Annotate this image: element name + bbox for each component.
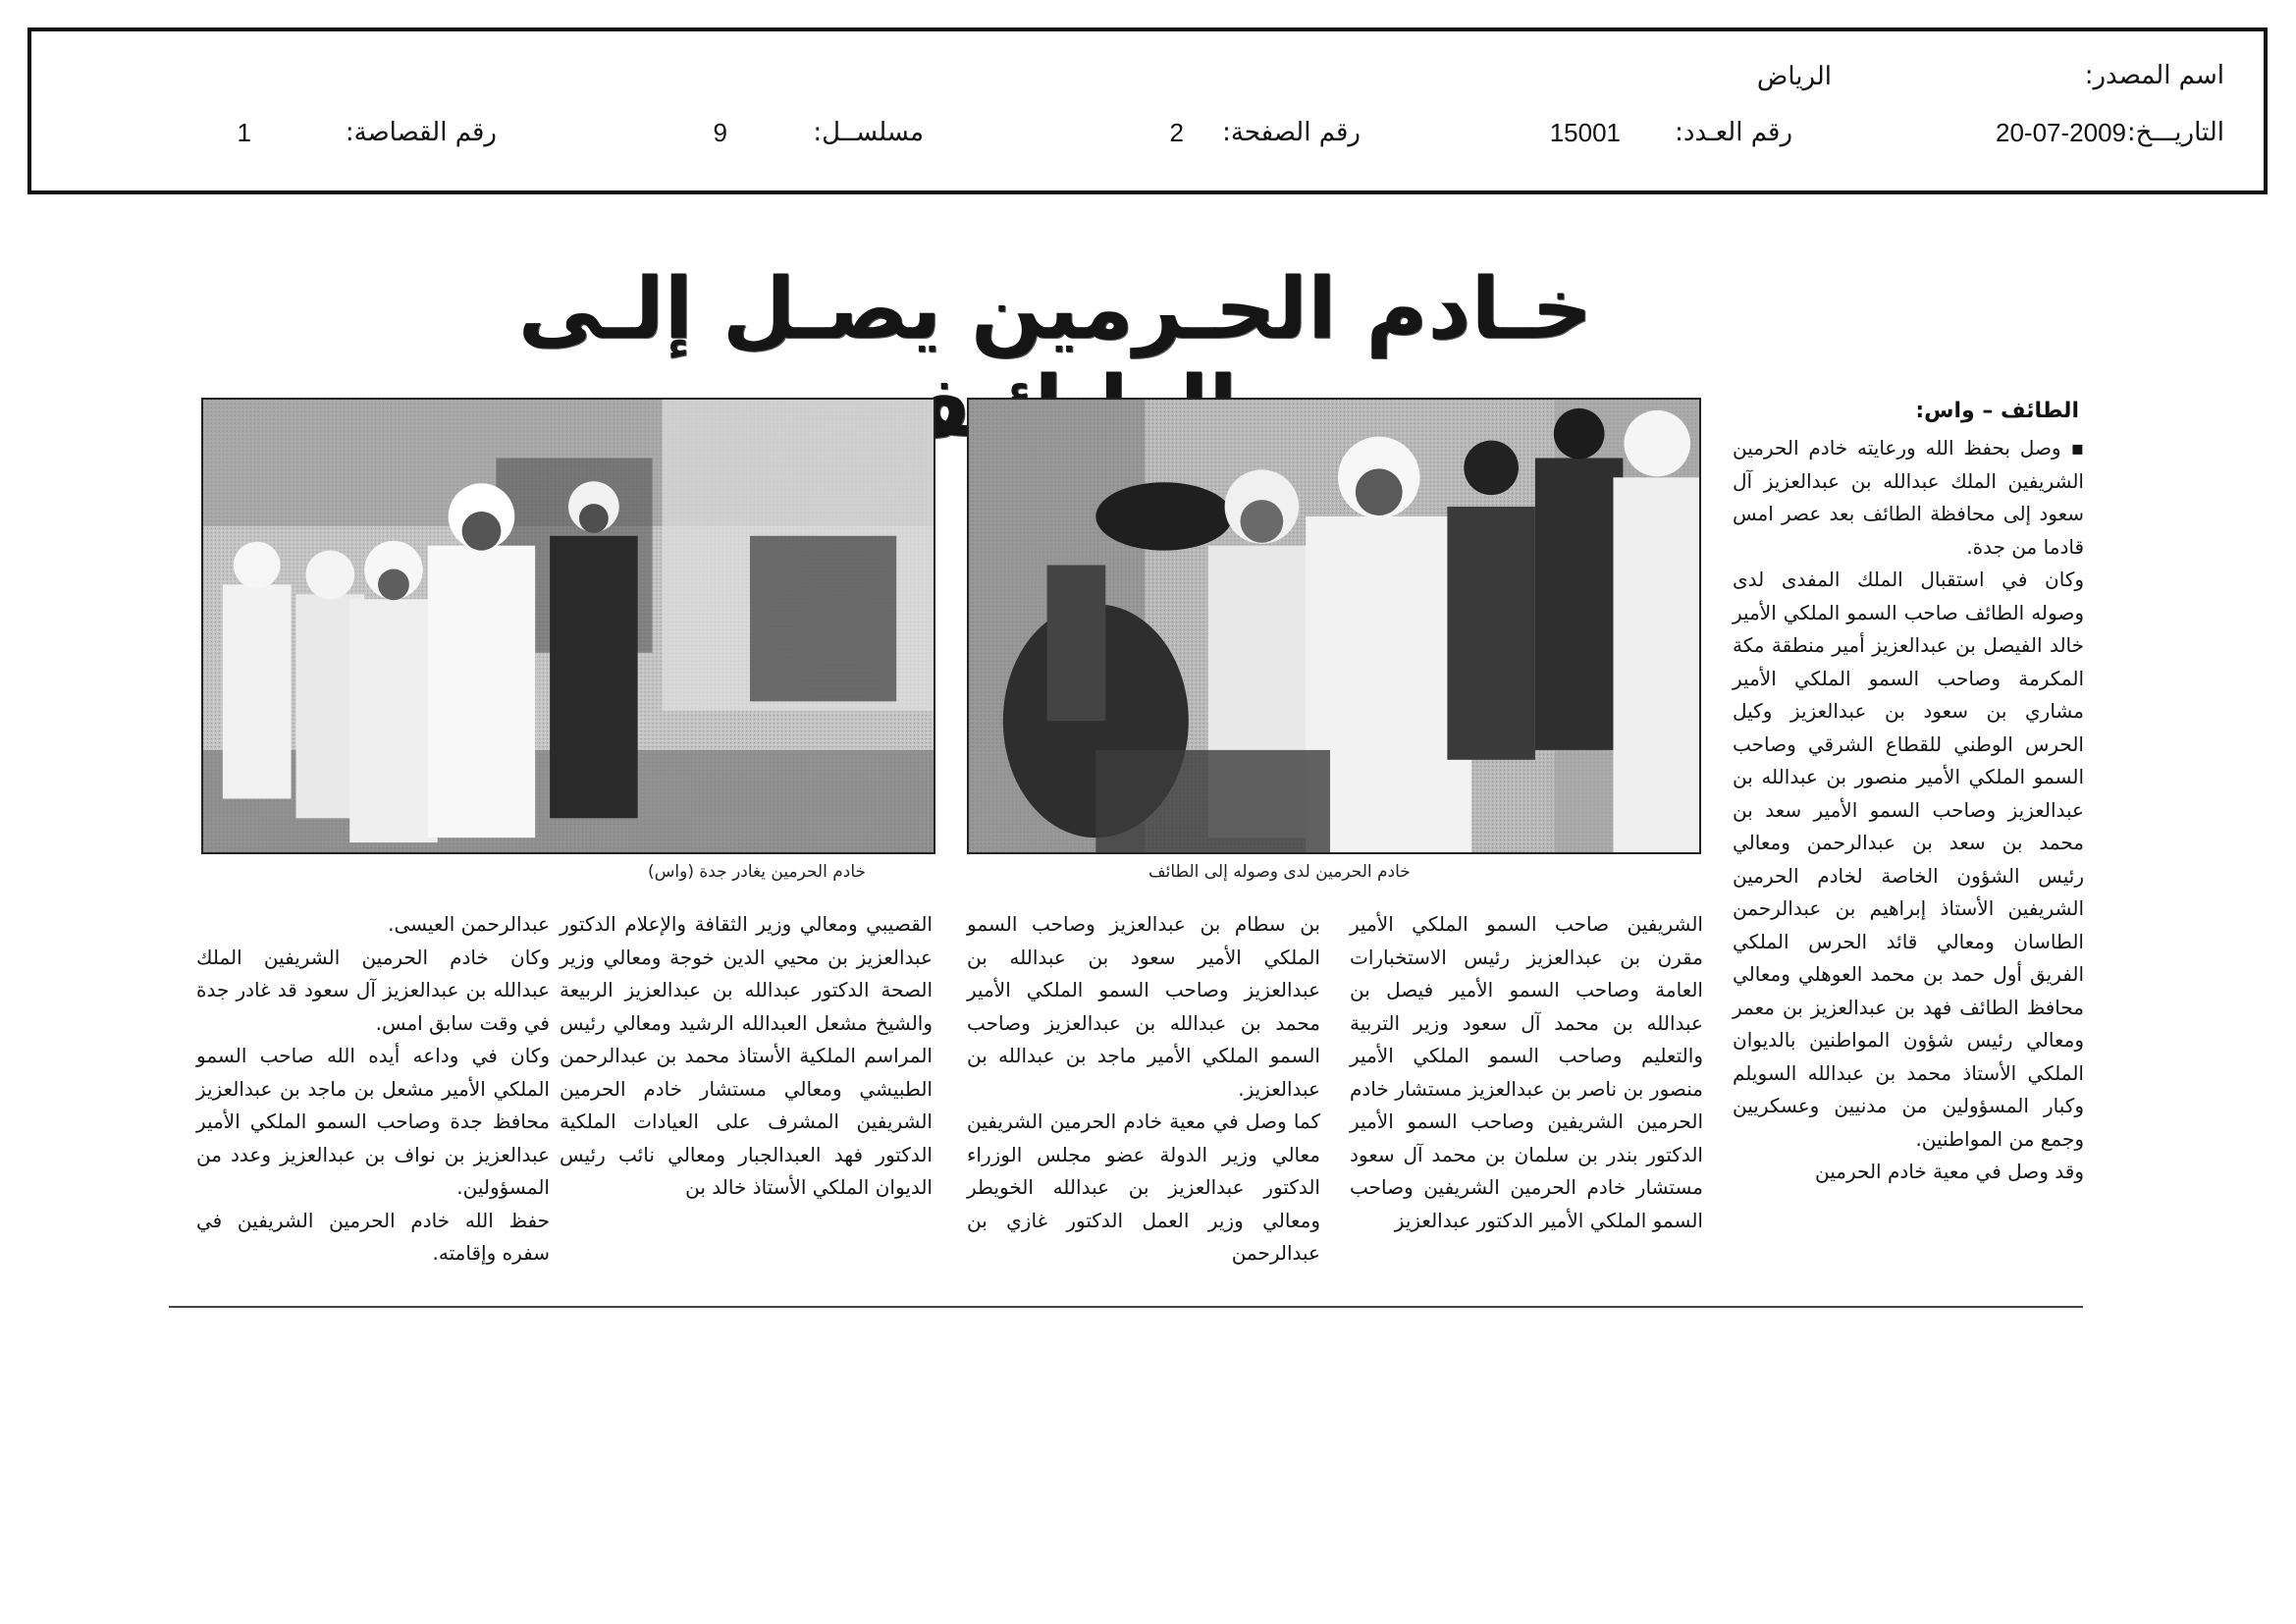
- departure-photo: [201, 398, 935, 854]
- paragraph: وكان خادم الحرمين الشريفين الملك عبدالله بن عبدالعزيز آل سعود قد غادر جدة في وقت سابق امس.: [196, 945, 550, 1035]
- paragraph: وكان في وداعه أيده الله صاحب السمو الملكي الأمير مشعل بن ماجد بن عبدالعزيز محافظ جدة وصاحب السمو الملكي الأمير عبدالعزيز بن نواف بن عبدالعزيز وعدد من المسؤولين.: [196, 1044, 550, 1199]
- article-column-3: [967, 908, 1320, 1271]
- paragraph: القصيبي ومعالي وزير الثقافة والإعلام الدكتور عبدالعزيز بن محيي الدين خوجة ومعالي وزير الصحة الدكتور عبدالله بن عبدالعزيز الربيعة والشيخ مشعل العبدالله الرشيد ومعالي رئيس المراسم الملكية الأستاذ محمد بن عبدالرحمن الطبيشي ومعالي مستشار خادم الحرمين الشريفين المشرف على العيادات الملكية الدكتور فهد العبدالجبار ومعالي نائب رئيس الديوان الملكي الأستاذ خالد بن: [560, 912, 933, 1199]
- arrival-photo-caption: خادم الحرمين لدى وصوله إلى الطائف: [1148, 862, 1411, 882]
- departure-photo-image: [203, 400, 934, 852]
- issue-value: 15001: [1549, 118, 1621, 147]
- clip-label: رقم القصاصة:: [345, 118, 497, 147]
- paragraph: ▪ وصل بحفظ الله ورعايته خادم الحرمين الشريفين الملك عبدالله بن عبدالعزيز آل سعود إلى محافظة الطائف بعد عصر امس قادما من جدة.: [1733, 436, 2084, 559]
- article-bottom-rule: [169, 1306, 2083, 1308]
- paragraph: الشريفين صاحب السمو الملكي الأمير مقرن بن عبدالعزيز رئيس الاستخبارات العامة وصاحب السمو الأمير فيصل بن عبدالله بن محمد آل سعود وزير التربية والتعليم وصاحب السمو الملكي الأمير منصور بن ناصر بن عبدالعزيز مستشار خادم الحرمين الشريفين وصاحب السمو الأمير الدكتور بندر بن سلمان بن محمد آل سعود مستشار خادم الحرمين الشريفين وصاحب السمو الملكي الأمير الدكتور عبدالعزيز: [1350, 912, 1703, 1232]
- date-value: 20-07-2009: [1996, 118, 2126, 147]
- paragraph: وقد وصل في معية خادم الحرمين: [1815, 1160, 2084, 1183]
- article-column-4: [560, 908, 933, 1205]
- article-column-1: [1733, 432, 2084, 1189]
- paragraph: كما وصل في معية خادم الحرمين الشريفين معالي وزير الدولة عضو مجلس الوزراء الدكتور عبدالعزيز بن عبدالله الخويطر ومعالي وزير العمل الدكتور غازي بن عبدالرحمن: [967, 1110, 1320, 1265]
- clipping-metadata-box: [27, 27, 2268, 194]
- page-label: رقم الصفحة:: [1222, 118, 1361, 147]
- article-column-5: [196, 908, 550, 1271]
- paragraph: حفظ الله خادم الحرمين الشريفين في سفره وإقامته.: [196, 1208, 550, 1265]
- paragraph: بن سطام بن عبدالعزيز وصاحب السمو الملكي الأمير سعود بن عبدالله بن عبدالعزيز وصاحب السمو الملكي الأمير محمد بن عبدالله بن عبدالعزيز وصاحب السمو الملكي الأمير ماجد بن عبدالله بن عبدالعزيز.: [967, 912, 1320, 1101]
- article-headline: خـادم الحـرمين يصـل إلـى: [517, 260, 1593, 358]
- metadata-row-source: [31, 61, 2264, 100]
- serial-value: 9: [713, 118, 727, 147]
- departure-photo-caption: خادم الحرمين يغادر جدة (واس): [648, 862, 867, 882]
- paragraph: وكان في استقبال الملك المفدى لدى وصوله الطائف صاحب السمو الملكي الأمير خالد الفيصل بن عبدالعزيز أمير منطقة مكة المكرمة وصاحب السمو الملكي الأمير مشاري بن سعود بن عبدالعزيز وكيل الحرس الوطني للقطاع الشرقي وصاحب السمو الملكي الأمير منصور بن عبدالله بن عبدالعزيز وصاحب السمو الأمير سعد بن محمد بن سعد بن عبدالرحمن ومعالي رئيس الشؤون الخاصة لخادم الحرمين الشريفين الأستاذ إبراهيم بن عبدالرحمن الطاسان ومعالي قائد الحرس الملكي الفريق أول حمد بن محمد العوهلي ومعالي محافظ الطائف فهد بن عبدالعزيز بن معمر ومعالي رئيس شؤون المواطنين بالديوان الملكي الأستاذ محمد بن عبدالله السويلم وكبار المسؤولين من مدنيين وعسكريين وجمع من المواطنين.: [1733, 568, 2084, 1151]
- article-column-2: [1350, 908, 1703, 1237]
- source-label: اسم المصدر:: [2084, 61, 2224, 90]
- source-value: الرياض: [1756, 61, 1832, 90]
- serial-label: مسلســل:: [813, 118, 924, 147]
- metadata-row-details: [31, 118, 2264, 157]
- clip-value: 1: [237, 118, 251, 147]
- arrival-photo: [967, 398, 1701, 854]
- paragraph: عبدالرحمن العيسى.: [388, 912, 550, 936]
- arrival-photo-image: [969, 400, 1699, 852]
- issue-label: رقم العـدد:: [1675, 118, 1792, 147]
- page-value: 2: [1169, 118, 1184, 147]
- date-label: التاريـــخ:: [2126, 118, 2224, 147]
- article-dateline: الطائف – واس:: [1915, 399, 2079, 423]
